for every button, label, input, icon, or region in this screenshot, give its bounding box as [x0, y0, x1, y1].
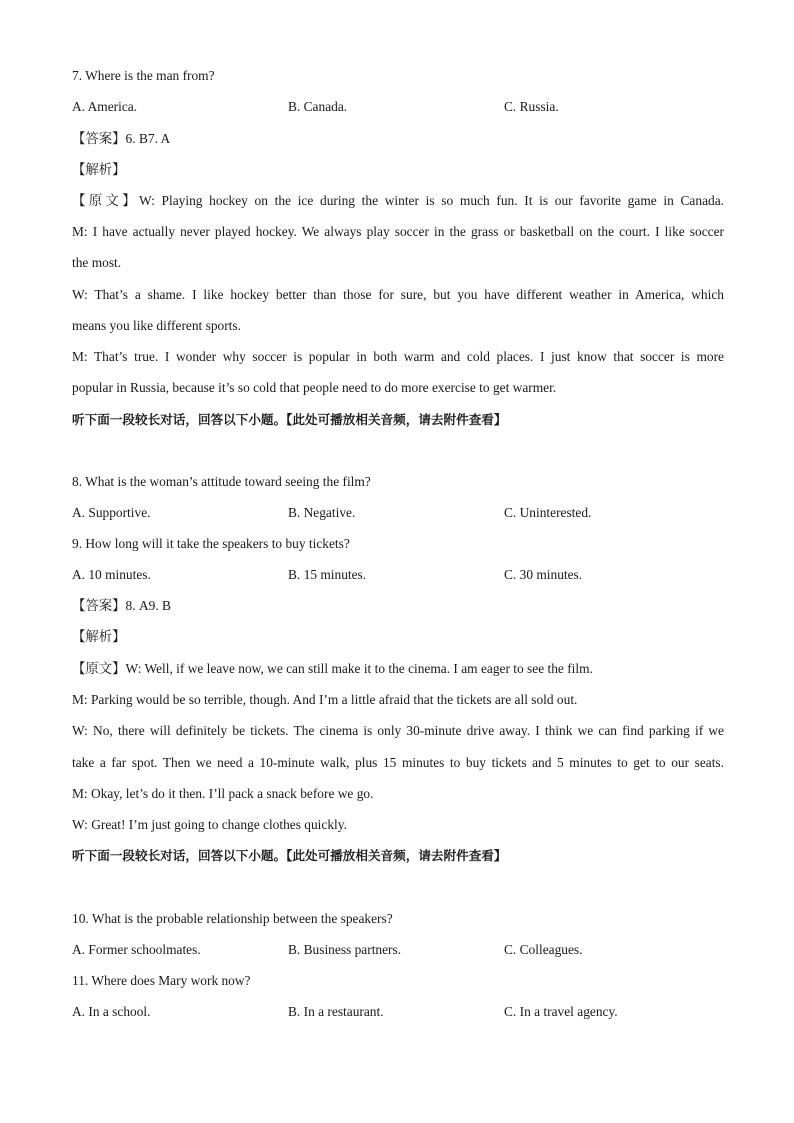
option-c: C. In a travel agency. [504, 1004, 618, 1019]
transcript-line: M: That’s true. I wonder why soccer is popular in both warm and cold places. I just know that soccer is more [72, 349, 724, 364]
question-9: 9. How long will it take the speakers to buy tickets? [72, 536, 350, 551]
transcript-line: take a far spot. Then we need a 10-minute walk, plus 15 minutes to buy tickets and 5 minutes to get to our seats. [72, 755, 724, 770]
transcript-line: M: Parking would be so terrible, though. And I’m a little afraid that the tickets are all sold out. [72, 692, 578, 707]
option-b: B. 15 minutes. [288, 567, 367, 582]
option-a: A. In a school. [72, 1004, 151, 1019]
transcript-line: M: Okay, let’s do it then. I’ll pack a snack before we go. [72, 786, 374, 801]
analysis-label: 【解析】 [72, 162, 126, 177]
option-c: C. 30 minutes. [504, 567, 583, 582]
transcript-line: the most. [72, 255, 122, 270]
option-c: C. Russia. [504, 99, 559, 114]
option-b: B. Negative. [288, 505, 356, 520]
transcript-line: 【原文】W: Playing hockey on the ice during the winter is so much fun. It is our favorite game in Canada. [72, 193, 724, 208]
option-b: B. Canada. [288, 99, 348, 114]
option-a: A. America. [72, 99, 138, 114]
transcript-line: W: That’s a shame. I like hockey better than those for sure, but you have different weather in America, which [72, 287, 724, 302]
answer-label: 【答案】6. B7. A [72, 131, 171, 146]
option-c: C. Colleagues. [504, 942, 583, 957]
analysis-label: 【解析】 [72, 629, 126, 644]
question-10: 10. What is the probable relationship between the speakers? [72, 911, 393, 926]
option-b: B. In a restaurant. [288, 1004, 384, 1019]
transcript-line: means you like different sports. [72, 318, 241, 333]
option-a: A. Supportive. [72, 505, 151, 520]
transcript-line: W: No, there will definitely be tickets. The cinema is only 30-minute drive away. I think we can find parking if we [72, 723, 724, 738]
transcript-line: 【原文】W: Well, if we leave now, we can still make it to the cinema. I am eager to see the film. [72, 661, 593, 676]
option-b: B. Business partners. [288, 942, 402, 957]
question-7: 7. Where is the man from? [72, 68, 215, 83]
answer-label: 【答案】8. A9. B [72, 598, 171, 613]
transcript-line: M: I have actually never played hockey. We always play soccer in the grass or basketball on the court. I like soccer [72, 224, 724, 239]
listening-instruction: 听下面一段较长对话，回答以下小题。【此处可播放相关音频，请去附件查看】 [72, 848, 507, 863]
listening-instruction: 听下面一段较长对话，回答以下小题。【此处可播放相关音频，请去附件查看】 [72, 412, 507, 427]
transcript-line: W: Great! I’m just going to change clothes quickly. [72, 817, 347, 832]
question-11: 11. Where does Mary work now? [72, 973, 251, 988]
question-8: 8. What is the woman’s attitude toward seeing the film? [72, 474, 371, 489]
option-a: A. Former schoolmates. [72, 942, 201, 957]
option-a: A. 10 minutes. [72, 567, 151, 582]
option-c: C. Uninterested. [504, 505, 592, 520]
transcript-line: popular in Russia, because it’s so cold that people need to do more exercise to get warmer. [72, 380, 557, 395]
